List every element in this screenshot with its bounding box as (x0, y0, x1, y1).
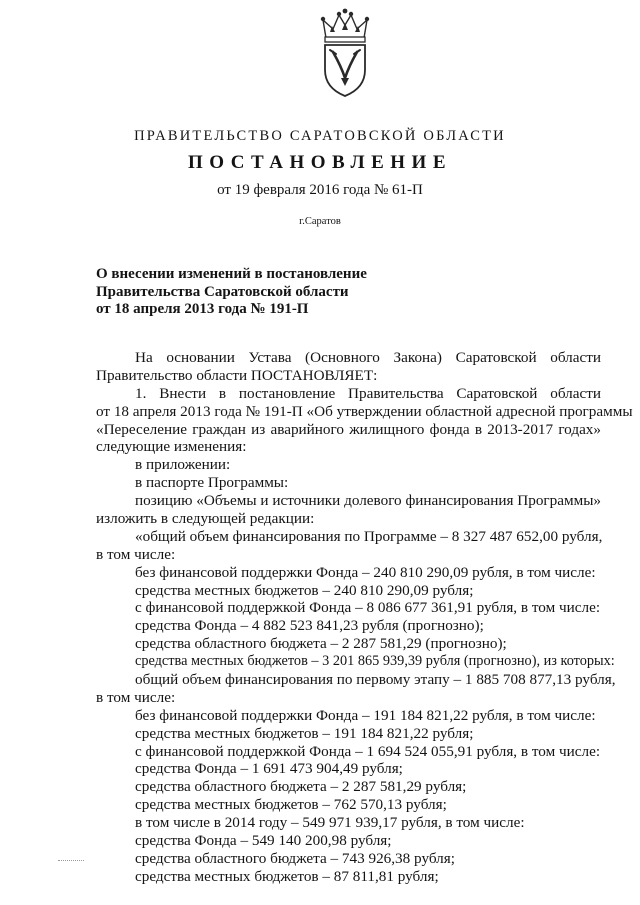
body-line: средства областного бюджета – 743 926,38 рубля; (135, 849, 455, 867)
document-city: г.Саратов (299, 216, 341, 227)
coat-of-arms-icon (314, 8, 376, 100)
scan-artifact (58, 860, 84, 863)
body-line: в паспорте Программы: (135, 474, 289, 492)
subject-line: Правительства Саратовской области (96, 283, 349, 300)
document-type-title: ПОСТАНОВЛЕНИЕ (187, 152, 453, 173)
body-line: в том числе в 2014 году – 549 971 939,17 рубля, в том числе: (135, 814, 525, 832)
body-line: в том числе: (96, 545, 176, 563)
body-line: общий объем финансирования по первому этапу – 1 885 708 877,13 рубля, (135, 671, 616, 689)
body-line: изложить в следующей редакции: (96, 510, 315, 528)
body-line: средства областного бюджета – 2 287 581,29 рубля; (135, 778, 467, 796)
document-body (0, 349, 640, 886)
body-line: «общий объем финансирования по Программе – 8 327 487 652,00 рубля, (135, 527, 603, 545)
body-line: следующие изменения: (96, 438, 247, 456)
body-line: 1. Внести в постановление Правительства Саратовской области (135, 384, 601, 402)
body-line: в том числе: (96, 688, 176, 706)
body-line: в приложении: (135, 456, 231, 474)
body-line: средства местных бюджетов – 191 184 821,22 рубля; (135, 724, 474, 742)
body-line: с финансовой поддержкой Фонда – 1 694 524 055,91 рубля, в том числе: (135, 742, 601, 760)
body-line: с финансовой поддержкой Фонда – 8 086 677 361,91 рубля, в том числе: (135, 599, 601, 617)
body-line: средства Фонда – 4 882 523 841,23 рубля (прогнозно); (135, 617, 484, 635)
body-line: без финансовой поддержки Фонда – 240 810 290,09 рубля, в том числе: (135, 563, 596, 581)
body-line: от 18 апреля 2013 года № 191-П «Об утверждении областной адресной программы (96, 402, 633, 420)
body-line: позицию «Объемы и источники долевого финансирования Программы» (135, 492, 601, 510)
subject-line: О внесении изменений в постановление (96, 266, 367, 282)
body-line: «Переселение граждан из аварийного жилищного фонда в 2013-2017 годах» (96, 420, 601, 438)
body-line: средства областного бюджета – 2 287 581,29 (прогнозно); (135, 635, 507, 653)
body-line: средства местных бюджетов – 762 570,13 рубля; (135, 796, 447, 814)
body-line: средства Фонда – 549 140 200,98 рубля; (135, 832, 392, 850)
body-line: средства местных бюджетов – 3 201 865 939,39 рубля (прогнозно), из которых: (135, 653, 615, 670)
document-subject (96, 266, 367, 319)
document-date-number: от 19 февраля 2016 года № 61-П (217, 182, 423, 198)
subject-line: от 18 апреля 2013 года № 191-П (96, 301, 309, 317)
body-line: средства Фонда – 1 691 473 904,49 рубля; (135, 760, 403, 778)
body-line: Правительство области ПОСТАНОВЛЯЕТ: (96, 366, 378, 384)
body-line: средства местных бюджетов – 87 811,81 рубля; (135, 867, 439, 885)
body-line: На основании Устава (Основного Закона) Саратовской области (135, 349, 601, 366)
government-title: ПРАВИТЕЛЬСТВО САРАТОВСКОЙ ОБЛАСТИ (134, 128, 506, 144)
body-line: средства местных бюджетов – 240 810 290,09 рубля; (135, 581, 474, 599)
body-line: без финансовой поддержки Фонда – 191 184 821,22 рубля, в том числе: (135, 706, 596, 724)
